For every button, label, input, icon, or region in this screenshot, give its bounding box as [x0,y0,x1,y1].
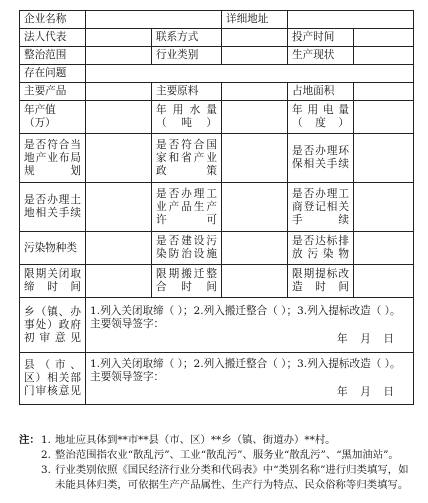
field-national-policy[interactable] [222,134,288,183]
field-main-materials[interactable] [222,83,288,101]
label-annual-output: 年产值（万） [20,101,86,134]
field-main-products[interactable] [86,83,152,101]
township-review-opinion[interactable] [86,298,414,353]
label-pollutant-type: 污染物种类 [20,232,86,265]
label-legal-representative: 法人代表 [20,29,86,47]
date-label: 年 月 日 [337,386,395,398]
field-legal-representative[interactable] [86,29,152,47]
date-label: 年 月 日 [337,332,395,345]
label-floor-area: 占地面积 [288,83,354,101]
field-annual-water[interactable] [222,101,288,134]
field-rectification-scope[interactable] [86,47,152,65]
label-industry-layout: 是否符合当地产业布局规划 [20,134,86,183]
label-pollution-facilities: 是否建设污染防治设施 [152,232,222,265]
note-number: 1. [41,434,51,446]
label-production-permit: 是否办理工业产品生产许可 [152,183,222,232]
label-production-start-time: 投产时间 [288,29,354,47]
leader-signature-label: 主要领导签字： [90,317,165,330]
field-closure-deadline[interactable] [86,265,152,298]
field-production-status[interactable] [354,47,414,65]
field-contact[interactable] [222,29,288,47]
field-upgrade-deadline[interactable] [354,265,414,298]
label-existing-problems: 存在问题 [20,65,86,83]
label-annual-electricity: 年用电量（度） [288,101,354,134]
label-closure-deadline: 限期关闭取缔时间 [20,265,86,298]
review-options: 1.列入关闭取缔（ ）；2.列入搬迁整合（ ）；3.列入提标改造（ ）。 [90,304,401,317]
field-annual-electricity[interactable] [354,101,414,134]
notes-section [19,433,419,493]
field-floor-area[interactable] [354,83,414,101]
note-item [19,463,419,478]
review-options: 1.列入关闭取缔（ ）；2.列入搬迁整合（ ）；3.列入提标改造（ ）。 [90,358,401,370]
note-number: 2. [41,449,51,461]
label-business-registration: 是否办理工商登记相关手续 [288,183,354,232]
field-land-procedures[interactable] [86,183,152,232]
label-contact: 联系方式 [152,29,222,47]
county-review-opinion[interactable] [86,353,414,405]
note-item [19,448,419,463]
field-relocation-deadline[interactable] [222,265,288,298]
label-national-policy: 是否符合国家和省产业政策 [152,134,222,183]
note-item [19,433,419,448]
label-annual-water: 年用水量（吨） [152,101,222,134]
note-continuation: 未能具体归类，可依据生产产品属性、生产行为特点、民众俗称等归类填写。 [55,479,409,491]
label-county-review: 县（市、区）相关部门审核意见 [20,353,86,405]
field-industry-category[interactable] [222,47,288,65]
field-pollutant-type[interactable] [86,232,152,265]
notes-label: 注： [19,434,40,446]
label-upgrade-deadline: 限期提标改造时间 [288,265,354,298]
field-existing-problems[interactable] [86,65,414,83]
field-production-permit[interactable] [222,183,288,232]
label-enterprise-name: 企业名称 [20,11,86,29]
label-emission-standard: 是否达标排放污染物 [288,232,354,265]
label-relocation-deadline: 限期搬迁整合时间 [152,265,222,298]
field-emission-standard[interactable] [354,232,414,265]
field-enterprise-name[interactable] [86,11,222,29]
field-detailed-address[interactable] [288,11,414,29]
label-main-products: 主要产品 [20,83,86,101]
label-main-materials: 主要原料 [152,83,222,101]
field-business-registration[interactable] [354,183,414,232]
label-land-procedures: 是否办理土地相关手续 [20,183,86,232]
leader-signature-label: 主要领导签字： [90,371,165,383]
field-annual-output[interactable] [86,101,152,134]
field-env-procedures[interactable] [354,134,414,183]
field-pollution-facilities[interactable] [222,232,288,265]
note-number: 3. [41,464,51,476]
label-detailed-address: 详细地址 [222,11,288,29]
label-production-status: 生产现状 [288,47,354,65]
label-industry-category: 行业类别 [152,47,222,65]
field-industry-layout[interactable] [86,134,152,183]
note-text: 行业类别依照《国民经济行业分类和代码表》中“类别名称”进行归类填写，如 [55,464,409,476]
enterprise-info-form [19,10,414,405]
field-production-start-time[interactable] [354,29,414,47]
label-township-review: 乡（镇、办事处）政府初审意见 [20,298,86,353]
label-rectification-scope: 整治范围 [20,47,86,65]
note-text: 地址应具体到**市**县（市、区）**乡（镇、街道办）**村。 [55,434,336,446]
label-env-procedures: 是否办理环保相关手续 [288,134,354,183]
note-text: 整治范围指农业“散乱污”、工业“散乱污”、服务业“散乱污”、“黑加油站”。 [55,449,399,461]
